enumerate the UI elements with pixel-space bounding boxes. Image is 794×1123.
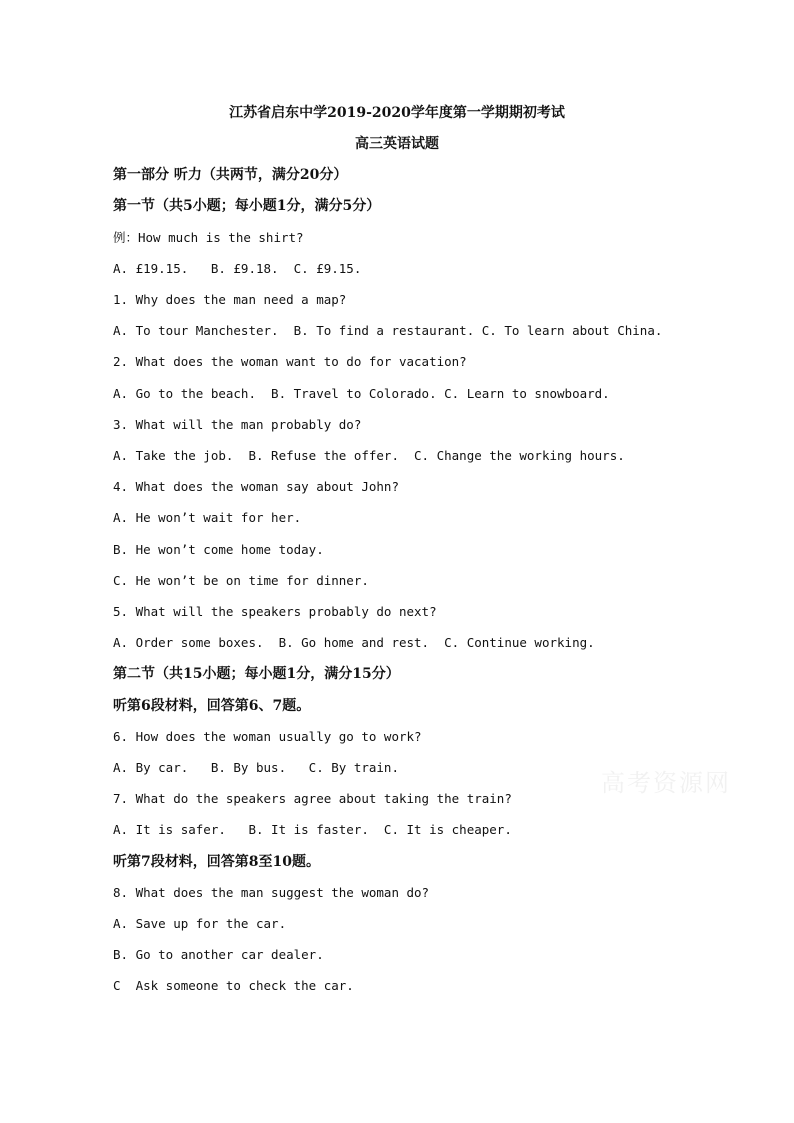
question-1: 1. Why does the man need a map? xyxy=(113,292,347,307)
document-subtitle: 高三英语试题 xyxy=(355,136,439,152)
question-8-option-b: B. Go to another car dealer. xyxy=(113,947,324,962)
question-7: 7. What do the speakers agree about taking the train? xyxy=(113,791,512,806)
watermark: 高考资源网 xyxy=(601,769,731,797)
question-2: 2. What does the woman want to do for vacation? xyxy=(113,354,467,369)
document-title: 江苏省启东中学2019-2020学年度第一学期期初考试 xyxy=(229,105,565,121)
question-5: 5. What will the speakers probably do next? xyxy=(113,604,437,619)
question-4: 4. What does the woman say about John? xyxy=(113,479,399,494)
question-8-option-c: C Ask someone to check the car. xyxy=(113,978,354,993)
question-3-options: A. Take the job. B. Refuse the offer. C. Change the working hours. xyxy=(113,448,625,463)
part1-heading: 第一部分 听力（共两节，满分20分） xyxy=(113,167,348,183)
group2-heading: 听第7段材料，回答第8至10题。 xyxy=(113,854,320,870)
question-4-option-b: B. He won’t come home today. xyxy=(113,542,324,557)
question-2-options: A. Go to the beach. B. Travel to Colorado. C. Learn to snowboard. xyxy=(113,386,610,401)
question-3: 3. What will the man probably do? xyxy=(113,417,362,432)
question-5-options: A. Order some boxes. B. Go home and rest. C. Continue working. xyxy=(113,635,595,650)
section1-heading: 第一节（共5小题；每小题1分，满分5分） xyxy=(113,198,381,214)
question-8: 8. What does the man suggest the woman do? xyxy=(113,885,430,900)
example-question: 例：How much is the shirt? xyxy=(113,230,304,245)
question-6-options: A. By car. B. By bus. C. By train. xyxy=(113,760,399,775)
example-options: A. £19.15. B. £9.18. C. £9.15. xyxy=(113,261,362,276)
question-4-option-a: A. He won’t wait for her. xyxy=(113,510,302,525)
question-7-options: A. It is safer. B. It is faster. C. It is cheaper. xyxy=(113,822,512,837)
question-6: 6. How does the woman usually go to work? xyxy=(113,729,422,744)
section2-heading: 第二节（共15小题；每小题1分，满分15分） xyxy=(113,666,400,682)
question-4-option-c: C. He won’t be on time for dinner. xyxy=(113,573,369,588)
question-1-options: A. To tour Manchester. B. To find a restaurant. C. To learn about China. xyxy=(113,323,663,338)
group1-heading: 听第6段材料，回答第6、7题。 xyxy=(113,698,311,714)
question-8-option-a: A. Save up for the car. xyxy=(113,916,287,931)
